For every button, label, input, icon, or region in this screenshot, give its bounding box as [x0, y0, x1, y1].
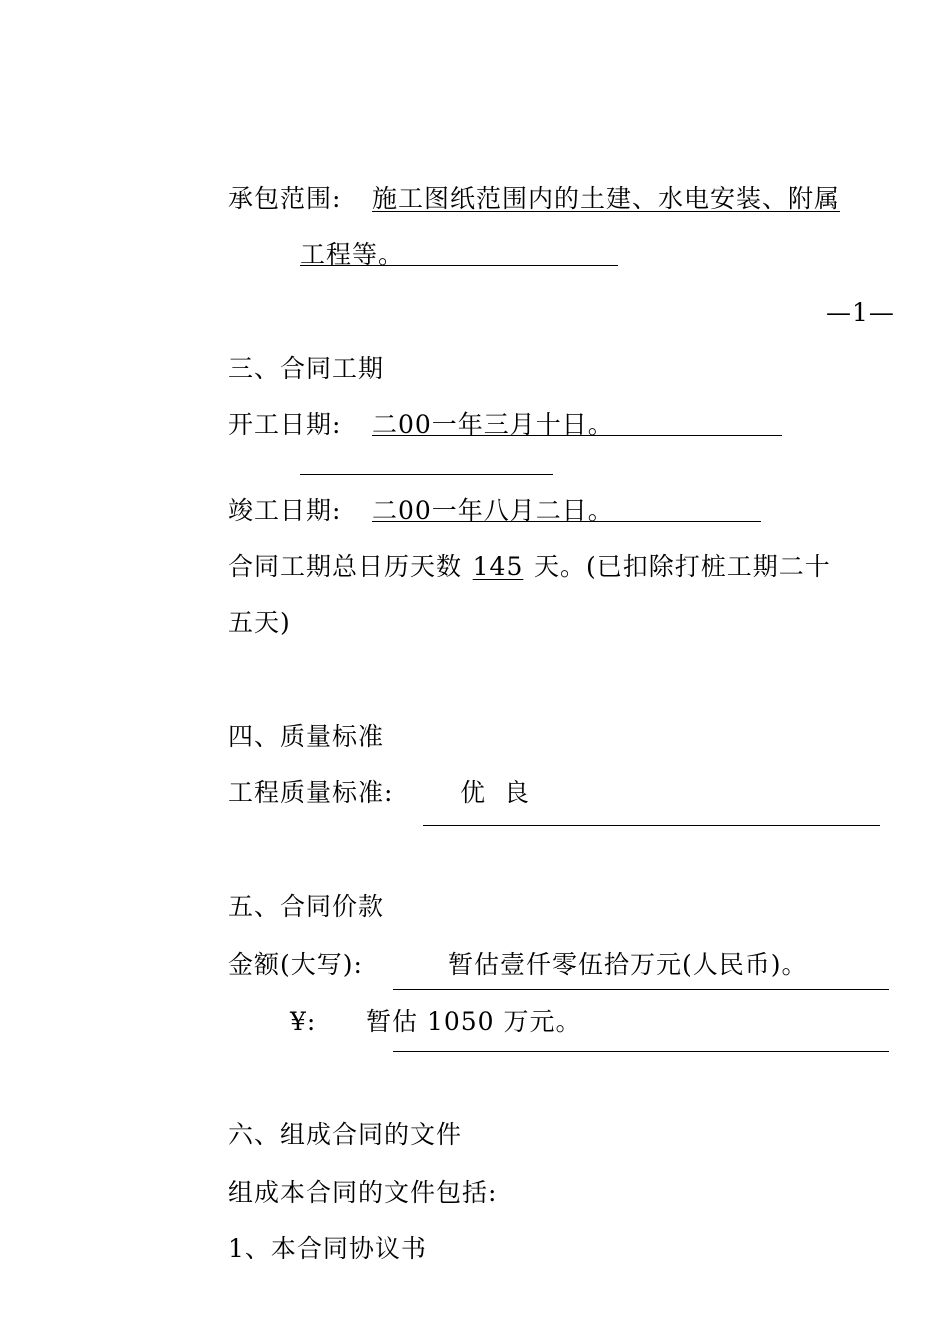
quality-value: 优 良 — [460, 778, 530, 807]
end-date-value: 二00一年八月二日。 — [372, 496, 614, 525]
section5-heading: 五、合同价款 — [228, 892, 385, 921]
amount-value: 暂估壹仟零伍拾万元(人民币)。 — [448, 950, 808, 979]
amount-label: 金额(大写): — [228, 950, 363, 979]
start-date-label: 开工日期: — [228, 410, 342, 439]
section6-heading: 六、组成合同的文件 — [228, 1120, 463, 1149]
end-date-underline — [372, 521, 761, 522]
scope-value-line1: 施工图纸范围内的土建、水电安装、附属 — [372, 184, 841, 213]
amount-underline — [393, 989, 889, 990]
duration-suffix2: 五天) — [228, 608, 291, 637]
scope-underline — [300, 265, 618, 266]
duration-days: 145 — [472, 552, 524, 581]
page-number: —1— — [826, 298, 895, 327]
section4-heading: 四、质量标准 — [228, 722, 385, 751]
duration-line — [228, 550, 831, 584]
start-date-underline — [372, 435, 782, 436]
yen-value: 暂估 1050 万元。 — [366, 1007, 582, 1036]
scope-label: 承包范围: — [228, 184, 342, 213]
scope-value-line2: 工程等。 — [300, 240, 405, 269]
section6-item1: 1、本合同协议书 — [228, 1234, 427, 1263]
yen-label: ¥: — [290, 1007, 317, 1036]
section6-intro: 组成本合同的文件包括: — [228, 1178, 498, 1207]
blank-underline — [300, 474, 553, 475]
start-date-value: 二00一年三月十日。 — [372, 410, 614, 439]
duration-suffix: 天。(已扣除打桩工期二十 — [534, 552, 831, 581]
section3-heading: 三、合同工期 — [228, 354, 385, 383]
quality-underline — [423, 825, 880, 826]
end-date-label: 竣工日期: — [228, 496, 342, 525]
yen-underline — [393, 1051, 889, 1052]
quality-label: 工程质量标准: — [228, 778, 394, 807]
duration-prefix: 合同工期总日历天数 — [228, 552, 463, 581]
